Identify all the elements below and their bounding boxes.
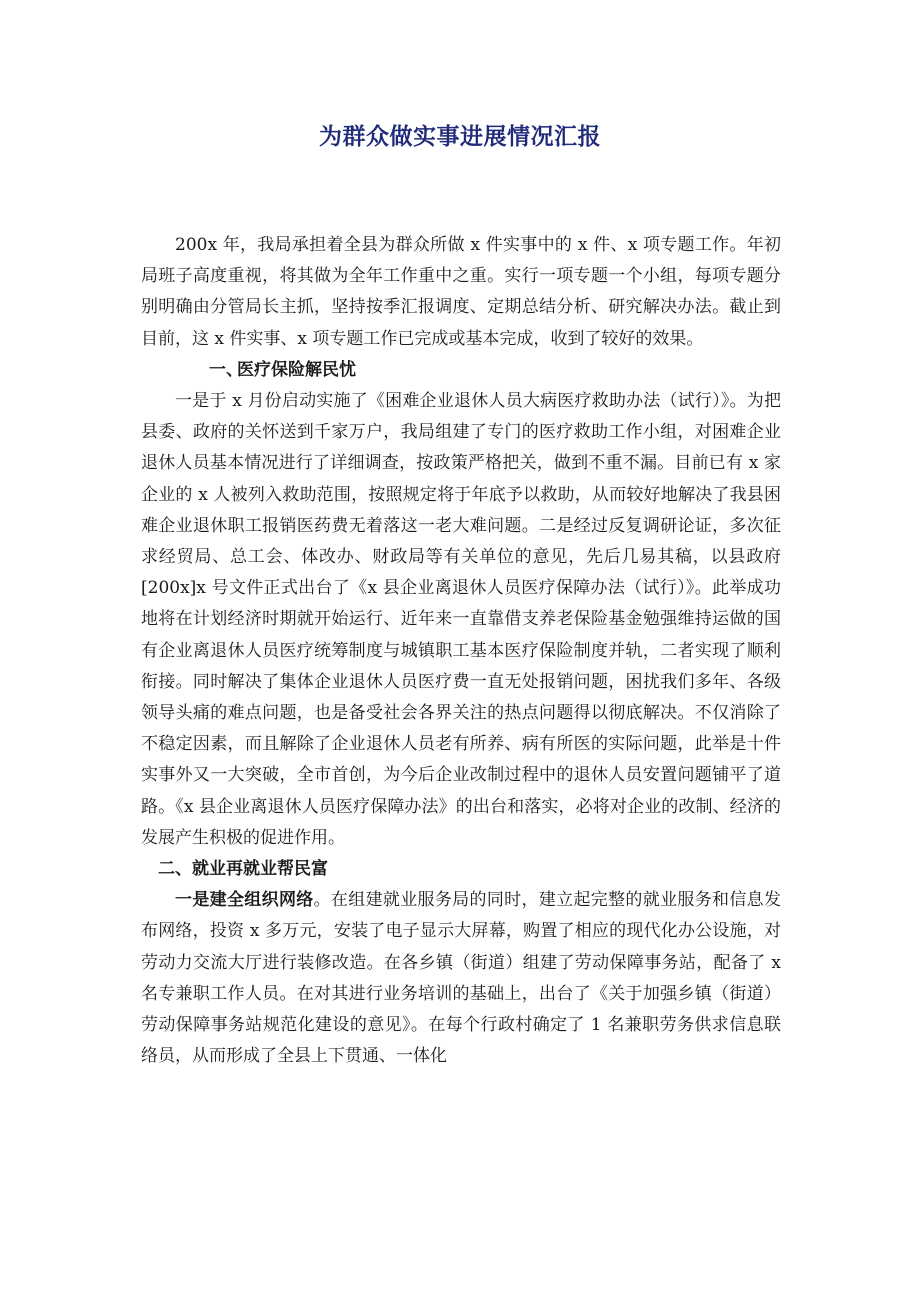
document-body bbox=[141, 230, 781, 1072]
document-title: 为群众做实事进展情况汇报 bbox=[319, 124, 601, 150]
section-2-lead: 一是建全组织网络 bbox=[175, 890, 314, 911]
section-1-heading-text: 医疗保险解民忧 bbox=[237, 359, 356, 380]
section-2-paragraph bbox=[141, 885, 781, 1072]
section-2-paragraph-text: 。在组建就业服务局的同时，建立起完整的就业服务和信息发布网络，投资 x 多万元，安装了电子显示大屏幕，购置了相应的现代化办公设施，对劳动力交流大厅进行装修改造。在各乡镇（街道）组建了劳动保障事务站，配备了 x 名专兼职工作人员。在对其进行业务培训的基础上，出台了《关于加强乡镇（街道）劳动保障事务站规范化建设的意见》。在每个行政村确定了 1 名兼职劳务供求信息联络员，从而形成了全县上下贯通、一体化 bbox=[141, 890, 782, 1067]
section-2-heading: 二、就业再就业帮民富 bbox=[158, 859, 328, 880]
intro-paragraph: 200x 年，我局承担着全县为群众所做 x 件实事中的 x 件、x 项专题工作。年初局班子高度重视，将其做为全年工作重中之重。实行一项专题一个小组，每项专题分别明确由分管局长主抓，坚持按季汇报调度、定期总结分析、研究解决办法。截止到目前，这 x 件实事、x 项专题工作已完成或基本完成，收到了较好的效果。 bbox=[141, 235, 781, 349]
section-1-paragraph: 一是于 x 月份启动实施了《困难企业退休人员大病医疗救助办法（试行）》。为把县委、政府的关怀送到千家万户，我局组建了专门的医疗救助工作小组，对困难企业退休人员基本情况进行了详细调查，按政策严格把关，做到不重不漏。目前已有 x 家企业的 x 人被列入救助范围，按照规定将于年底予以救助，从而较好地解决了我县困难企业退休职工报销医药费无着落这一老大难问题。二是经过反复调研论证，多次征求经贸局、总工会、体改办、财政局等有关单位的意见，先后几易其稿，以县政府[200x]x 号文件正式出台了《x 县企业离退休人员医疗保障办法（试行）》。此举成功地将在计划经济时期就开始运行、近年来一直靠借支养老保险基金勉强维持运做的国有企业离退休人员医疗统筹制度与城镇职工基本医疗保险制度并轨，二者实现了顺利衔接。同时解决了集体企业退休人员医疗费一直无处报销问题，困扰我们多年、各级领导头痛的难点问题，也是备受社会各界关注的热点问题得以彻底解决。不仅消除了不稳定因素，而且解除了企业退休人员老有所养、病有所医的实际问题，此举是十件实事外又一大突破，全市首创，为今后企业改制过程中的退休人员安置问题铺平了道路。《x 县企业离退休人员医疗保障办法》的出台和落实，必将对企业的改制、经济的发展产生积极的促进作用。 bbox=[141, 391, 781, 848]
section-1-heading bbox=[141, 355, 781, 386]
section-1-number: 一、 bbox=[209, 359, 243, 380]
